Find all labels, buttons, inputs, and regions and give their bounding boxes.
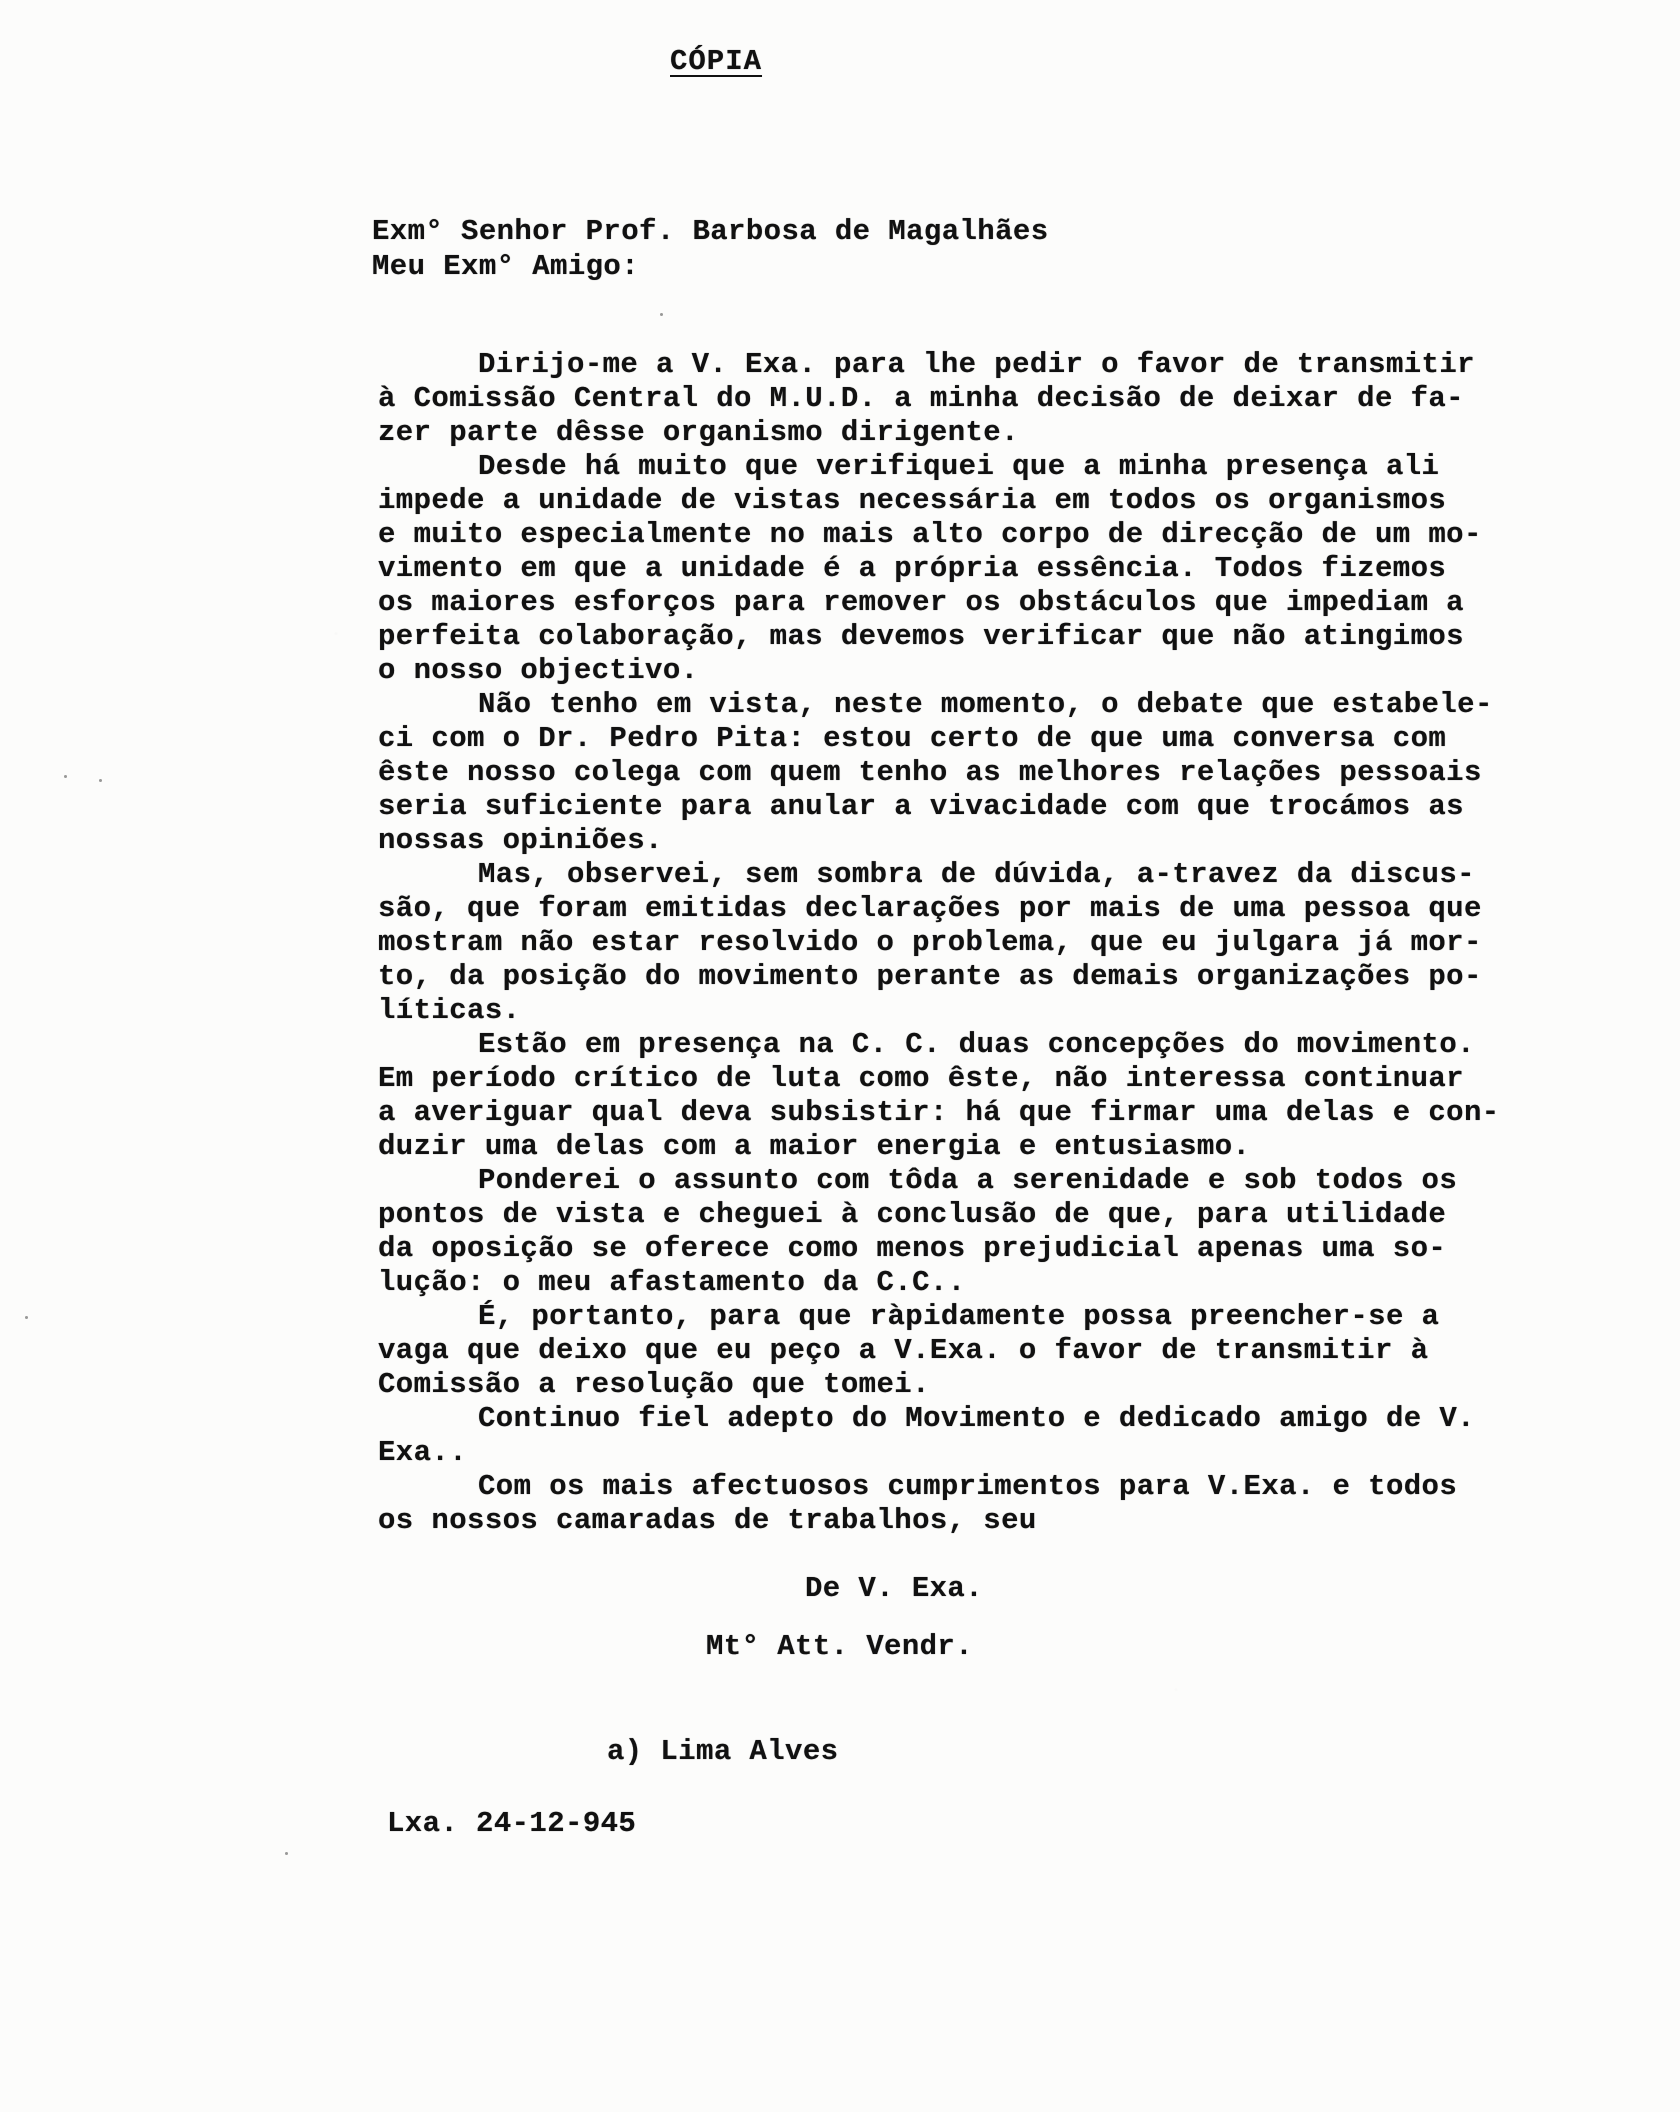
body-line: Continuo fiel adepto do Movimento e dedicado amigo de V. (478, 1402, 1475, 1435)
body-line: vaga que deixo que eu peço a V.Exa. o favor de transmitir à (378, 1334, 1429, 1367)
salutation-line-2: Meu Exm° Amigo: (372, 250, 640, 283)
body-line: Dirijo-me a V. Exa. para lhe pedir o favor de transmitir (478, 348, 1475, 381)
body-line: e muito especialmente no mais alto corpo de direcção de um mo- (378, 518, 1482, 551)
body-line: Estão em presença na C. C. duas concepções do movimento. (478, 1028, 1475, 1061)
salutation-line-1: Exm° Senhor Prof. Barbosa de Magalhães (372, 215, 1049, 248)
body-line: zer parte dêsse organismo dirigente. (378, 416, 1019, 449)
body-line: os nossos camaradas de trabalhos, seu (378, 1504, 1037, 1537)
paper-speck (25, 1316, 28, 1319)
body-line: Em período crítico de luta como êste, não interessa continuar (378, 1062, 1464, 1095)
body-line: êste nosso colega com quem tenho as melhores relações pessoais (378, 756, 1482, 789)
body-line: seria suficiente para anular a vivacidade com que trocámos as (378, 790, 1464, 823)
body-line: impede a unidade de vistas necessária em todos os organismos (378, 484, 1447, 517)
body-line: da oposição se oferece como menos prejudicial apenas uma so- (378, 1232, 1447, 1265)
closing-line-1: De V. Exa. (805, 1572, 984, 1605)
body-line: nossas opiniões. (378, 824, 663, 857)
body-line: Não tenho em vista, neste momento, o debate que estabele- (478, 688, 1493, 721)
body-line: Desde há muito que verifiquei que a minha presença ali (478, 450, 1440, 483)
body-line: to, da posição do movimento perante as demais organizações po- (378, 960, 1482, 993)
body-line: o nosso objectivo. (378, 654, 699, 687)
body-line: Mas, observei, sem sombra de dúvida, a-travez da discus- (478, 858, 1475, 891)
body-line: lução: o meu afastamento da C.C.. (378, 1266, 966, 1299)
paper-speck (64, 775, 67, 778)
body-line: pontos de vista e cheguei à conclusão de que, para utilidade (378, 1198, 1447, 1231)
body-line: Exa.. (378, 1436, 468, 1469)
date-line: Lxa. 24-12-945 (387, 1807, 637, 1840)
body-line: à Comissão Central do M.U.D. a minha decisão de deixar de fa- (378, 382, 1464, 415)
body-line: mostram não estar resolvido o problema, que eu julgara já mor- (378, 926, 1482, 959)
signature-line: a) Lima Alves (607, 1735, 839, 1768)
paper-speck (99, 779, 102, 782)
body-line: É, portanto, para que ràpidamente possa preencher-se a (478, 1300, 1440, 1333)
paper-speck (660, 313, 663, 316)
body-line: vimento em que a unidade é a própria essência. Todos fizemos (378, 552, 1447, 585)
body-line: Com os mais afectuosos cumprimentos para V.Exa. e todos (478, 1470, 1458, 1503)
body-line: Comissão a resolução que tomei. (378, 1368, 930, 1401)
body-line: líticas. (378, 994, 521, 1027)
paper-speck (285, 1852, 288, 1855)
document-title: CÓPIA (670, 45, 763, 78)
body-line: ci com o Dr. Pedro Pita: estou certo de que uma conversa com (378, 722, 1447, 755)
closing-line-2: Mt° Att. Vendr. (706, 1630, 974, 1663)
body-line: os maiores esforços para remover os obstáculos que impediam a (378, 586, 1464, 619)
body-line: a averiguar qual deva subsistir: há que firmar uma delas e con- (378, 1096, 1500, 1129)
body-line: são, que foram emitidas declarações por mais de uma pessoa que (378, 892, 1482, 925)
body-line: perfeita colaboração, mas devemos verificar que não atingimos (378, 620, 1464, 653)
body-line: Ponderei o assunto com tôda a serenidade e sob todos os (478, 1164, 1458, 1197)
body-line: duzir uma delas com a maior energia e entusiasmo. (378, 1130, 1251, 1163)
